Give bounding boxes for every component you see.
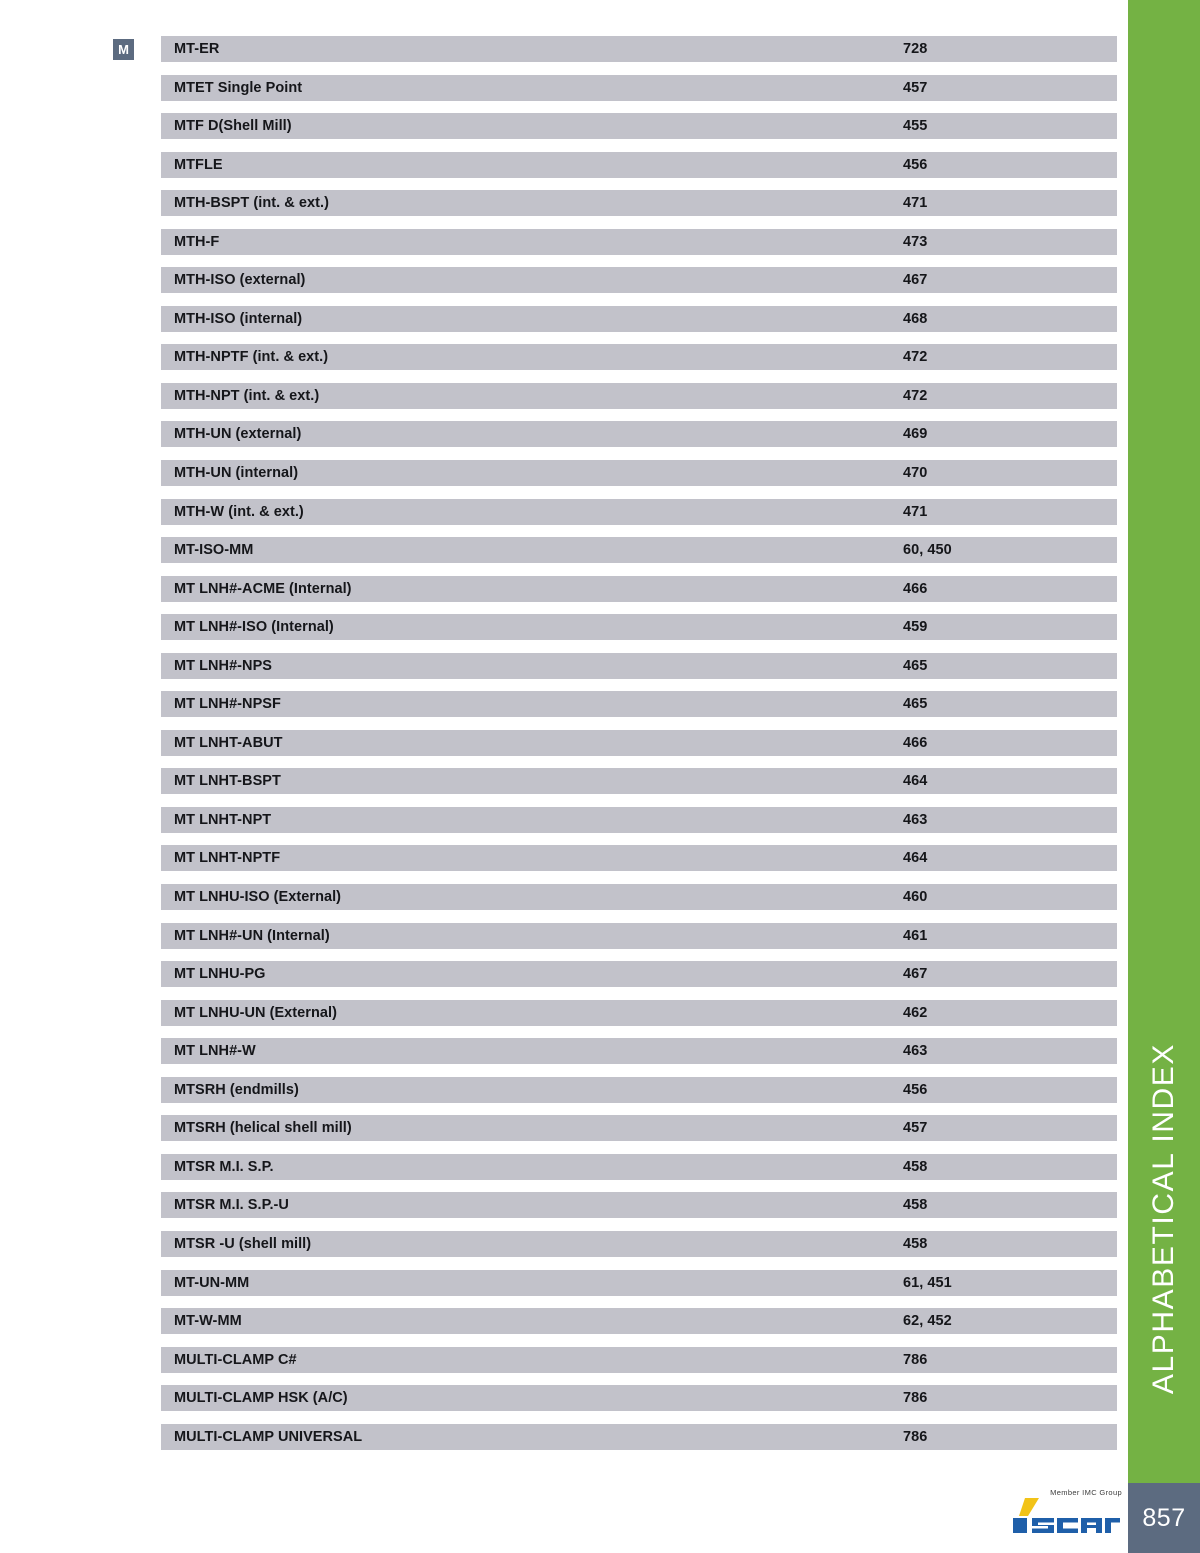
index-entry-term: MT-ISO-MM — [174, 542, 254, 559]
index-entry-term: MTSR M.I. S.P.-U — [174, 1197, 289, 1214]
index-row[interactable] — [161, 537, 1117, 563]
page-number: 857 — [1128, 1483, 1200, 1553]
index-entry-page: 471 — [903, 195, 928, 212]
index-entry-page: 458 — [903, 1158, 928, 1175]
index-entry-term: MT-UN-MM — [174, 1274, 250, 1291]
index-row[interactable] — [161, 730, 1117, 756]
index-entry-page: 460 — [903, 889, 928, 906]
index-entry-term: MT LNH#-W — [174, 1043, 256, 1060]
index-row[interactable] — [161, 1115, 1117, 1141]
alphabetical-index-list — [161, 36, 1117, 1462]
index-entry-page: 466 — [903, 580, 928, 597]
index-row[interactable] — [161, 113, 1117, 139]
iscar-logo-icon — [1010, 1496, 1122, 1536]
index-row[interactable] — [161, 845, 1117, 871]
index-entry-page: 61, 451 — [903, 1274, 952, 1291]
index-entry-term: MTH-F — [174, 233, 220, 250]
index-entry-page: 463 — [903, 811, 928, 828]
index-row[interactable] — [161, 1231, 1117, 1257]
index-entry-term: MT LNHT-BSPT — [174, 773, 281, 790]
index-row[interactable] — [161, 1270, 1117, 1296]
index-row[interactable] — [161, 306, 1117, 332]
index-row[interactable] — [161, 383, 1117, 409]
index-entry-term: MT LNH#-NPS — [174, 657, 273, 674]
index-entry-page: 786 — [903, 1390, 928, 1407]
letter-section-marker: M — [113, 39, 134, 60]
index-entry-page: 473 — [903, 233, 928, 250]
index-row[interactable] — [161, 884, 1117, 910]
index-row[interactable] — [161, 653, 1117, 679]
index-entry-term: MTSR M.I. S.P. — [174, 1158, 274, 1175]
index-row[interactable] — [161, 75, 1117, 101]
index-entry-page: 469 — [903, 426, 928, 443]
index-row[interactable] — [161, 768, 1117, 794]
index-row[interactable] — [161, 499, 1117, 525]
index-entry-term: MT LNHU-PG — [174, 966, 266, 983]
index-entry-page: 464 — [903, 850, 928, 867]
index-entry-page: 728 — [903, 41, 928, 57]
index-entry-term: MT LNHT-NPTF — [174, 850, 281, 867]
index-entry-term: MTH-NPT (int. & ext.) — [174, 387, 320, 404]
index-entry-page: 467 — [903, 272, 928, 289]
index-row[interactable] — [161, 421, 1117, 447]
index-entry-page: 461 — [903, 927, 928, 944]
index-entry-page: 457 — [903, 1120, 928, 1137]
index-entry-page: 786 — [903, 1428, 928, 1445]
index-entry-page: 467 — [903, 966, 928, 983]
index-entry-term: MTSRH (endmills) — [174, 1081, 299, 1098]
index-entry-term: MTH-W (int. & ext.) — [174, 503, 304, 520]
index-row[interactable] — [161, 923, 1117, 949]
index-entry-term: MT LNHU-UN (External) — [174, 1004, 337, 1021]
index-entry-page: 459 — [903, 619, 928, 636]
brand-tagline: Member IMC Group — [1050, 1488, 1122, 1497]
index-entry-page: 458 — [903, 1235, 928, 1252]
index-entry-page: 472 — [903, 387, 928, 404]
index-row[interactable] — [161, 1192, 1117, 1218]
index-row[interactable] — [161, 807, 1117, 833]
index-entry-page: 464 — [903, 773, 928, 790]
index-row[interactable] — [161, 691, 1117, 717]
index-entry-page: 456 — [903, 156, 928, 173]
index-entry-term: MULTI-CLAMP UNIVERSAL — [174, 1428, 363, 1445]
index-row[interactable] — [161, 614, 1117, 640]
index-entry-term: MTH-UN (external) — [174, 426, 302, 443]
index-entry-term: MT LNH#-NPSF — [174, 696, 281, 713]
index-row[interactable] — [161, 1347, 1117, 1373]
index-row[interactable] — [161, 152, 1117, 178]
index-entry-page: 455 — [903, 118, 928, 135]
index-entry-page: 463 — [903, 1043, 928, 1060]
index-entry-page: 465 — [903, 657, 928, 674]
index-row[interactable] — [161, 190, 1117, 216]
index-entry-term: MT LNHT-ABUT — [174, 734, 283, 751]
index-entry-term: MTH-ISO (internal) — [174, 310, 303, 327]
index-row[interactable] — [161, 460, 1117, 486]
index-entry-page: 471 — [903, 503, 928, 520]
index-entry-term: MULTI-CLAMP HSK (A/C) — [174, 1390, 348, 1407]
index-row[interactable] — [161, 1154, 1117, 1180]
index-entry-page: 462 — [903, 1004, 928, 1021]
index-row[interactable] — [161, 1000, 1117, 1026]
index-entry-page: 62, 452 — [903, 1313, 952, 1330]
index-entry-term: MT LNH#-UN (Internal) — [174, 927, 330, 944]
index-entry-page: 472 — [903, 349, 928, 366]
index-row[interactable] — [161, 344, 1117, 370]
index-entry-term: MTH-ISO (external) — [174, 272, 306, 289]
index-entry-term: MTET Single Point — [174, 79, 303, 96]
index-entry-page: 468 — [903, 310, 928, 327]
index-entry-term: MULTI-CLAMP C# — [174, 1351, 297, 1368]
index-row[interactable] — [161, 267, 1117, 293]
index-entry-term: MTH-NPTF (int. & ext.) — [174, 349, 329, 366]
index-entry-term: MTF D(Shell Mill) — [174, 118, 292, 135]
index-entry-term: MTSRH (helical shell mill) — [174, 1120, 352, 1137]
index-entry-term: MT LNHU-ISO (External) — [174, 889, 342, 906]
index-row[interactable] — [161, 36, 1117, 62]
index-entry-term: MTH-BSPT (int. & ext.) — [174, 195, 329, 212]
index-row[interactable] — [161, 1385, 1117, 1411]
index-entry-term: MTH-UN (internal) — [174, 465, 299, 482]
index-entry-term: MT LNH#-ISO (Internal) — [174, 619, 334, 636]
index-row[interactable] — [161, 1038, 1117, 1064]
index-row[interactable] — [161, 576, 1117, 602]
index-entry-page: 466 — [903, 734, 928, 751]
index-entry-page: 456 — [903, 1081, 928, 1098]
index-entry-page: 786 — [903, 1351, 928, 1368]
index-entry-page: 458 — [903, 1197, 928, 1214]
index-row[interactable] — [161, 961, 1117, 987]
index-entry-term: MTSR -U (shell mill) — [174, 1235, 312, 1252]
index-entry-term: MT LNH#-ACME (Internal) — [174, 580, 352, 597]
index-row[interactable] — [161, 1308, 1117, 1334]
index-entry-page: 470 — [903, 465, 928, 482]
index-row[interactable] — [161, 1077, 1117, 1103]
index-entry-term: MTFLE — [174, 156, 223, 173]
section-tab-alphabetical-index — [1128, 0, 1200, 1483]
index-entry-page: 465 — [903, 696, 928, 713]
index-entry-term: MT-ER — [174, 41, 220, 57]
section-tab-label: ALPHABETICAL INDEX — [1147, 1043, 1180, 1395]
index-entry-page: 60, 450 — [903, 542, 952, 559]
index-entry-page: 457 — [903, 79, 928, 96]
index-row[interactable] — [161, 1424, 1117, 1450]
index-entry-term: MT-W-MM — [174, 1313, 242, 1330]
index-entry-term: MT LNHT-NPT — [174, 811, 272, 828]
index-row[interactable] — [161, 229, 1117, 255]
brand-logo — [1010, 1486, 1122, 1538]
